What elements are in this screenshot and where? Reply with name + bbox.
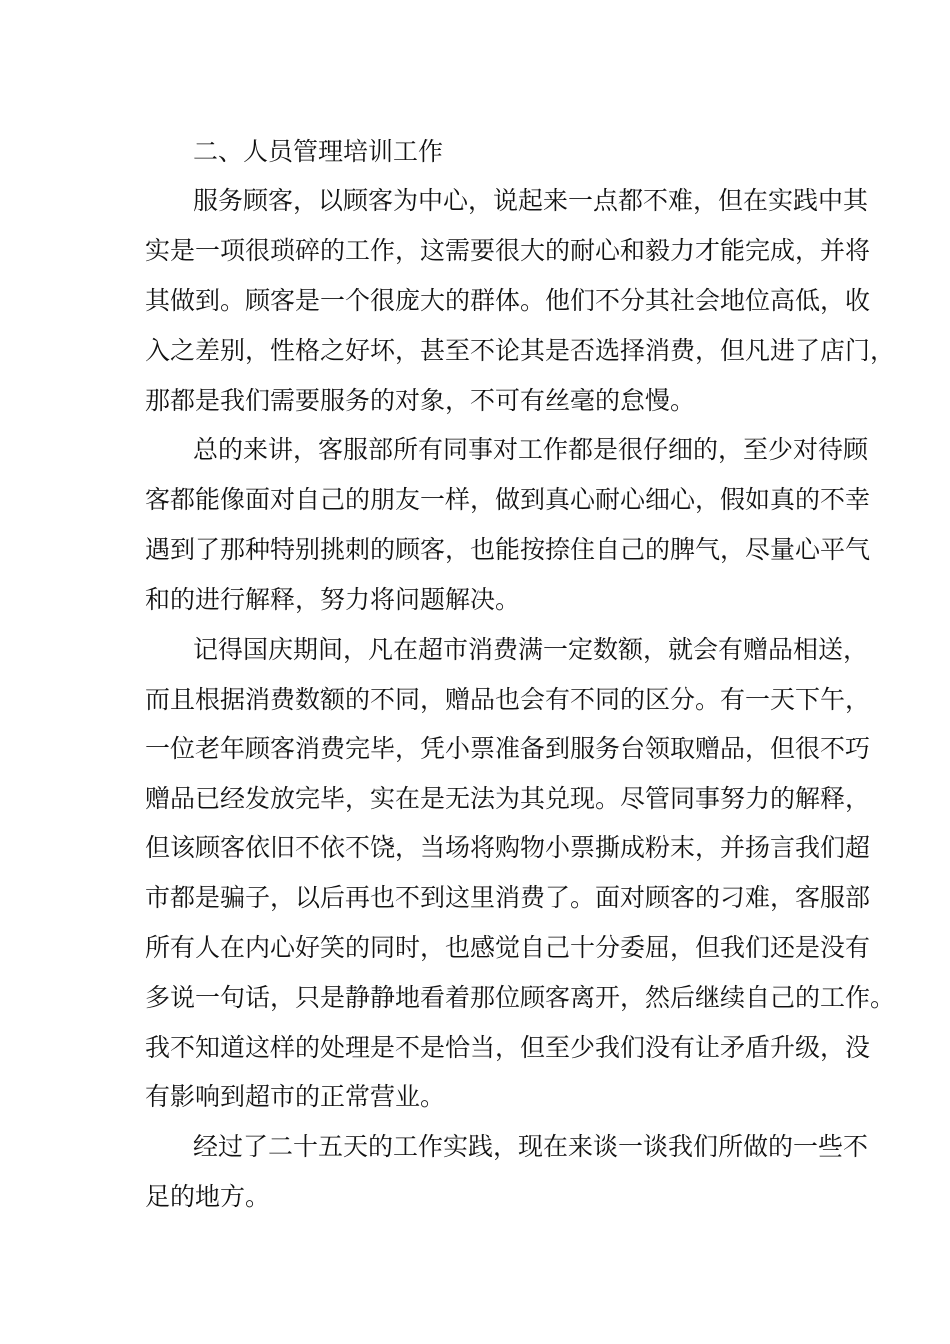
paragraph-line: 服务顾客，以顾客为中心，说起来一点都不难，但在实践中其 bbox=[193, 186, 869, 215]
paragraph-line: 而且根据消费数额的不同，赠品也会有不同的区分。有一天下午， bbox=[145, 685, 871, 714]
paragraph-line: 记得国庆期间，凡在超市消费满一定数额，就会有赠品相送， bbox=[193, 635, 869, 664]
paragraph-line: 和的进行解释，努力将问题解决。 bbox=[145, 585, 521, 614]
paragraph-line: 经过了二十五天的工作实践，现在来谈一谈我们所做的一些不 bbox=[193, 1132, 869, 1161]
paragraph-line: 但该顾客依旧不依不饶，当场将购物小票撕成粉末，并扬言我们超 bbox=[145, 833, 871, 862]
paragraph-line: 一位老年顾客消费完毕，凭小票准备到服务台领取赠品，但很不巧 bbox=[145, 734, 871, 763]
paragraph-line: 入之差别，性格之好坏，甚至不论其是否选择消费，但凡进了店门， bbox=[145, 336, 896, 365]
paragraph-line: 实是一项很琐碎的工作，这需要很大的耐心和毅力才能完成，并将 bbox=[145, 236, 871, 265]
paragraph-line: 客都能像面对自己的朋友一样，做到真心耐心细心，假如真的不幸 bbox=[145, 485, 871, 514]
paragraph-line: 总的来讲，客服部所有同事对工作都是很仔细的，至少对待顾 bbox=[193, 435, 869, 464]
paragraph-line: 赠品已经发放完毕，实在是无法为其兑现。尽管同事努力的解释， bbox=[145, 784, 871, 813]
paragraph-line: 足的地方。 bbox=[145, 1182, 271, 1211]
paragraph-line: 那都是我们需要服务的对象，不可有丝毫的怠慢。 bbox=[145, 386, 696, 415]
paragraph-line: 遇到了那种特别挑刺的顾客，也能按捺住自己的脾气，尽量心平气 bbox=[145, 535, 871, 564]
paragraph-line: 多说一句话，只是静静地看着那位顾客离开，然后继续自己的工作。 bbox=[145, 983, 896, 1012]
paragraph-line: 我不知道这样的处理是不是恰当，但至少我们没有让矛盾升级，没 bbox=[145, 1033, 871, 1062]
paragraph-line: 市都是骗子，以后再也不到这里消费了。面对顾客的刁难，客服部 bbox=[145, 883, 871, 912]
paragraph-line: 其做到。顾客是一个很庞大的群体。他们不分其社会地位高低，收 bbox=[145, 286, 871, 315]
paragraph-line: 有影响到超市的正常营业。 bbox=[145, 1082, 446, 1111]
paragraph-line: 所有人在内心好笑的同时，也感觉自己十分委屈，但我们还是没有 bbox=[145, 933, 871, 962]
section-heading: 二、人员管理培训工作 bbox=[193, 137, 444, 166]
